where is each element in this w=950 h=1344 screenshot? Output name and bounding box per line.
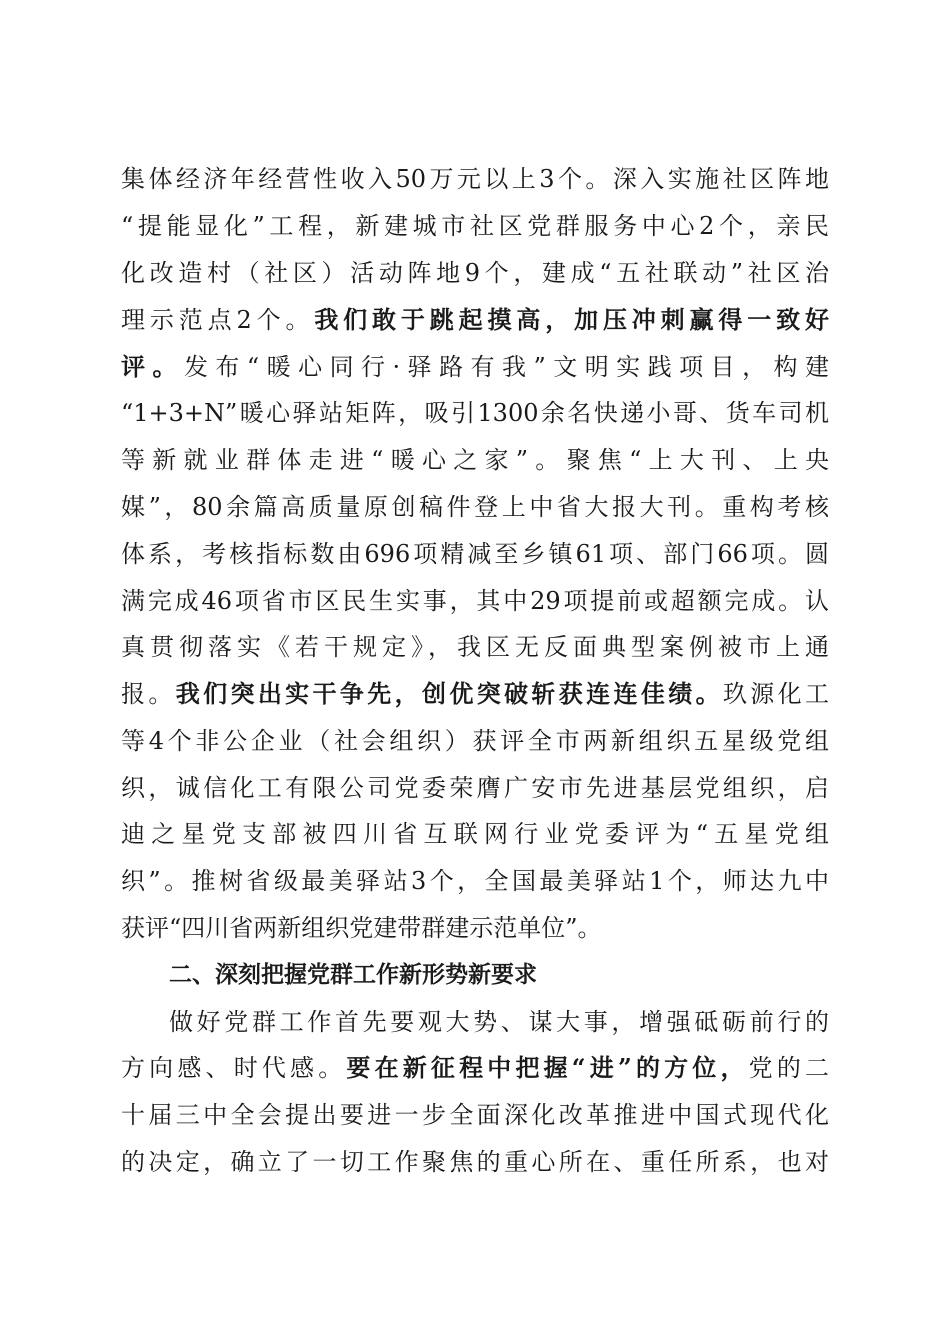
bold-lead-sentence: 我们突出实干争先，创优突破斩获连连佳绩。 xyxy=(175,679,723,708)
body-line: 织，诚信化工有限公司党委荣膺广安市先进基层党组织，启 xyxy=(121,774,829,802)
body-line: 理示范点2个。我们敢于跳起摸高，加压冲刺赢得一致好 xyxy=(121,305,829,334)
body-line: 织”。推树省级最美驿站3个，全国最美驿站1个，师达九中 xyxy=(121,867,829,895)
body-line: “1+3+N”暖心驿站矩阵，吸引1300余名快递小哥、货车司机 xyxy=(121,399,829,427)
body-line: 做好党群工作首先要观大势、谋大事，增强砥砺前行的 xyxy=(169,1008,829,1036)
body-line: 的决定，确立了一切工作聚焦的重心所在、重任所系，也对 xyxy=(121,1148,829,1176)
body-line: 迪之星党支部被四川省互联网行业党委评为“五星党组 xyxy=(121,820,829,848)
body-line: 满完成46项省市区民生实事，其中29项提前或超额完成。认 xyxy=(121,587,829,615)
body-line: “提能显化”工程，新建城市社区党群服务中心2个，亲民 xyxy=(121,212,829,240)
body-line: 获评“四川省两新组织党建带群建示范单位”。 xyxy=(121,914,602,942)
section-heading: 二、深刻把握党群工作新形势新要求 xyxy=(169,962,537,988)
bold-lead-sentence: 我们敢于跳起摸高，加压冲刺赢得一致好 xyxy=(314,305,829,334)
body-line: 化改造村（社区）活动阵地9个，建成“五社联动”社区治 xyxy=(121,259,829,287)
body-line: 方向感、时代感。要在新征程中把握“进”的方位，党的二 xyxy=(121,1053,830,1082)
body-line: 等4个非公企业（社会组织）获评全市两新组织五星级党组 xyxy=(121,727,829,755)
body-line: 集体经济年经营性收入50万元以上3个。深入实施社区阵地 xyxy=(121,165,829,193)
body-line: 媒”，80余篇高质量原创稿件登上中省大报大刊。重构考核 xyxy=(121,493,829,521)
body-line: 评。发布“暖心同行·驿路有我”文明实践项目，构建 xyxy=(121,352,830,381)
body-line: 十届三中全会提出要进一步全面深化改革推进中国式现代化 xyxy=(121,1101,829,1129)
body-line: 体系，考核指标数由696项精减至乡镇61项、部门66项。圆 xyxy=(121,540,829,568)
body-line: 等新就业群体走进“暖心之家”。聚焦“上大刊、上央 xyxy=(121,446,829,474)
body-line: 报。我们突出实干争先，创优突破斩获连连佳绩。玖源化工 xyxy=(121,679,830,708)
bold-lead-sentence: 要在新征程中把握“进”的方位， xyxy=(346,1053,749,1082)
bold-lead-sentence: 评。 xyxy=(121,352,184,381)
body-line: 真贯彻落实《若干规定》，我区无反面典型案例被市上通 xyxy=(121,633,829,661)
